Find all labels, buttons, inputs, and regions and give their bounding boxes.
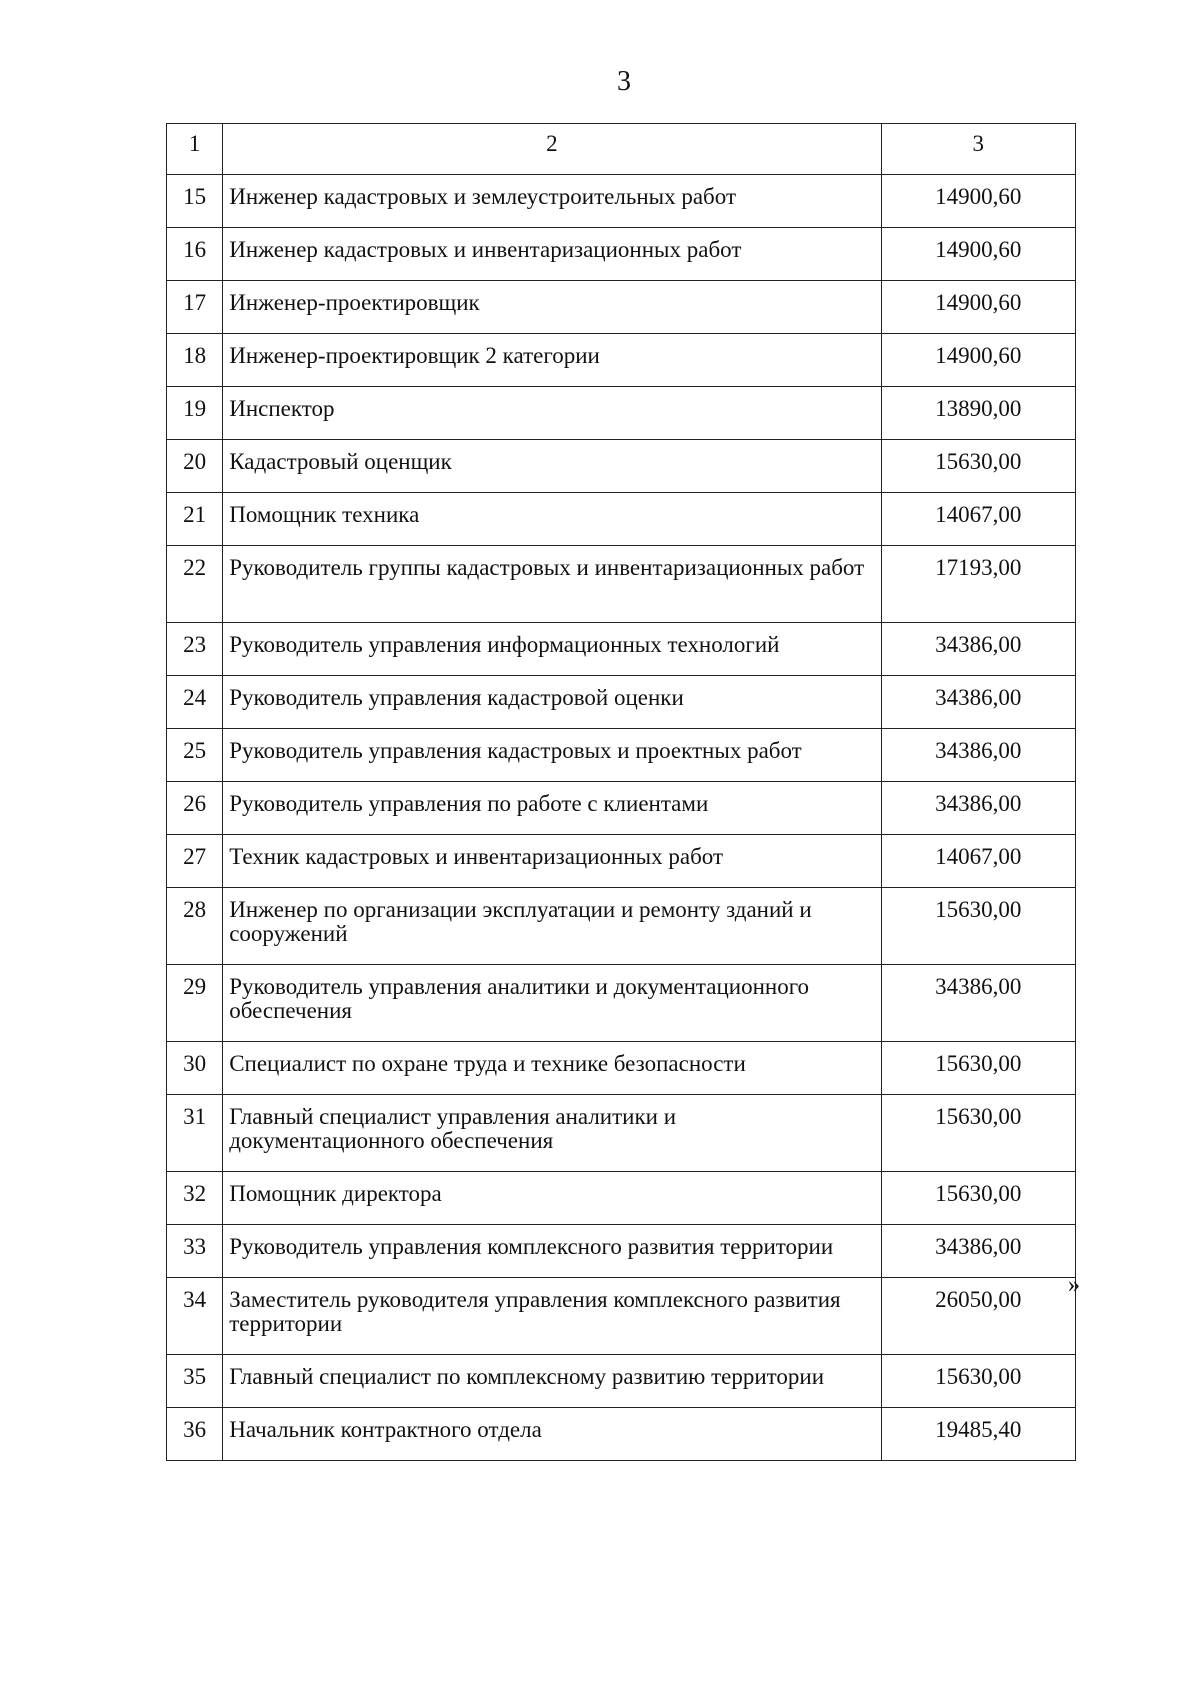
row-number: 35 xyxy=(167,1355,223,1408)
table-row xyxy=(167,623,1076,676)
position-name: Кадастровый оценщик xyxy=(223,440,881,493)
salary-value: 15630,00 xyxy=(881,1355,1075,1408)
row-number: 34 xyxy=(167,1278,223,1355)
table-row xyxy=(167,676,1076,729)
salary-value: 34386,00 xyxy=(881,729,1075,782)
row-number: 30 xyxy=(167,1042,223,1095)
salary-value: 15630,00 xyxy=(881,1172,1075,1225)
position-name: Инженер по организации эксплуатации и ремонту зданий и сооружений xyxy=(223,888,881,965)
position-name: Руководитель группы кадастровых и инвентаризационных работ xyxy=(223,546,881,623)
row-number: 16 xyxy=(167,228,223,281)
salary-value: 15630,00 xyxy=(881,888,1075,965)
salary-table xyxy=(166,123,1076,1461)
salary-value: 34386,00 xyxy=(881,623,1075,676)
salary-value: 14900,60 xyxy=(881,281,1075,334)
position-name: Техник кадастровых и инвентаризационных работ xyxy=(223,835,881,888)
row-number: 26 xyxy=(167,782,223,835)
row-number: 29 xyxy=(167,965,223,1042)
row-number: 25 xyxy=(167,729,223,782)
table-row xyxy=(167,387,1076,440)
position-name: Инженер кадастровых и инвентаризационных работ xyxy=(223,228,881,281)
position-name: Заместитель руководителя управления комплексного развития территории xyxy=(223,1278,881,1355)
row-number: 18 xyxy=(167,334,223,387)
header-cell-2: 2 xyxy=(223,124,881,175)
row-number: 23 xyxy=(167,623,223,676)
table-header-row xyxy=(167,124,1076,175)
salary-value: 34386,00 xyxy=(881,1225,1075,1278)
salary-value: 34386,00 xyxy=(881,676,1075,729)
table-row xyxy=(167,835,1076,888)
table-row xyxy=(167,493,1076,546)
header-cell-1: 1 xyxy=(167,124,223,175)
table-row xyxy=(167,334,1076,387)
salary-value: 14900,60 xyxy=(881,334,1075,387)
row-number: 28 xyxy=(167,888,223,965)
salary-value: 15630,00 xyxy=(881,1095,1075,1172)
page-number: 3 xyxy=(617,66,631,97)
position-name: Руководитель управления по работе с клиентами xyxy=(223,782,881,835)
position-name: Специалист по охране труда и технике безопасности xyxy=(223,1042,881,1095)
position-name: Главный специалист управления аналитики и документационного обеспечения xyxy=(223,1095,881,1172)
position-name: Помощник техника xyxy=(223,493,881,546)
position-name: Руководитель управления кадастровых и проектных работ xyxy=(223,729,881,782)
salary-value: 14067,00 xyxy=(881,835,1075,888)
position-name: Руководитель управления информационных технологий xyxy=(223,623,881,676)
row-number: 22 xyxy=(167,546,223,623)
table-row xyxy=(167,175,1076,228)
table-row xyxy=(167,1278,1076,1355)
position-name: Помощник директора xyxy=(223,1172,881,1225)
position-name: Руководитель управления кадастровой оценки xyxy=(223,676,881,729)
position-name: Главный специалист по комплексному развитию территории xyxy=(223,1355,881,1408)
row-number: 27 xyxy=(167,835,223,888)
position-name: Инженер кадастровых и землеустроительных работ xyxy=(223,175,881,228)
closing-quote-mark: » xyxy=(1068,1272,1080,1298)
salary-value: 14900,60 xyxy=(881,175,1075,228)
salary-value: 15630,00 xyxy=(881,1042,1075,1095)
row-number: 36 xyxy=(167,1408,223,1461)
table-row xyxy=(167,1225,1076,1278)
salary-value: 34386,00 xyxy=(881,965,1075,1042)
salary-value: 14900,60 xyxy=(881,228,1075,281)
row-number: 24 xyxy=(167,676,223,729)
row-number: 15 xyxy=(167,175,223,228)
row-number: 33 xyxy=(167,1225,223,1278)
position-name: Начальник контрактного отдела xyxy=(223,1408,881,1461)
table-row xyxy=(167,1172,1076,1225)
table-row xyxy=(167,1095,1076,1172)
salary-value: 19485,40 xyxy=(881,1408,1075,1461)
table-row xyxy=(167,281,1076,334)
row-number: 20 xyxy=(167,440,223,493)
position-name: Руководитель управления комплексного развития территории xyxy=(223,1225,881,1278)
table-row xyxy=(167,440,1076,493)
salary-value: 26050,00 xyxy=(881,1278,1075,1355)
table-row xyxy=(167,546,1076,623)
table-row xyxy=(167,1355,1076,1408)
salary-value: 15630,00 xyxy=(881,440,1075,493)
table-row xyxy=(167,965,1076,1042)
position-name: Руководитель управления аналитики и документационного обеспечения xyxy=(223,965,881,1042)
table-row xyxy=(167,729,1076,782)
row-number: 21 xyxy=(167,493,223,546)
salary-value: 13890,00 xyxy=(881,387,1075,440)
row-number: 31 xyxy=(167,1095,223,1172)
row-number: 19 xyxy=(167,387,223,440)
salary-value: 17193,00 xyxy=(881,546,1075,623)
row-number: 32 xyxy=(167,1172,223,1225)
position-name: Инженер-проектировщик xyxy=(223,281,881,334)
position-name: Инспектор xyxy=(223,387,881,440)
table-row xyxy=(167,228,1076,281)
salary-value: 34386,00 xyxy=(881,782,1075,835)
salary-value: 14067,00 xyxy=(881,493,1075,546)
table-row xyxy=(167,888,1076,965)
position-name: Инженер-проектировщик 2 категории xyxy=(223,334,881,387)
header-cell-3: 3 xyxy=(881,124,1075,175)
table-row xyxy=(167,782,1076,835)
table-row xyxy=(167,1042,1076,1095)
row-number: 17 xyxy=(167,281,223,334)
table-row xyxy=(167,1408,1076,1461)
